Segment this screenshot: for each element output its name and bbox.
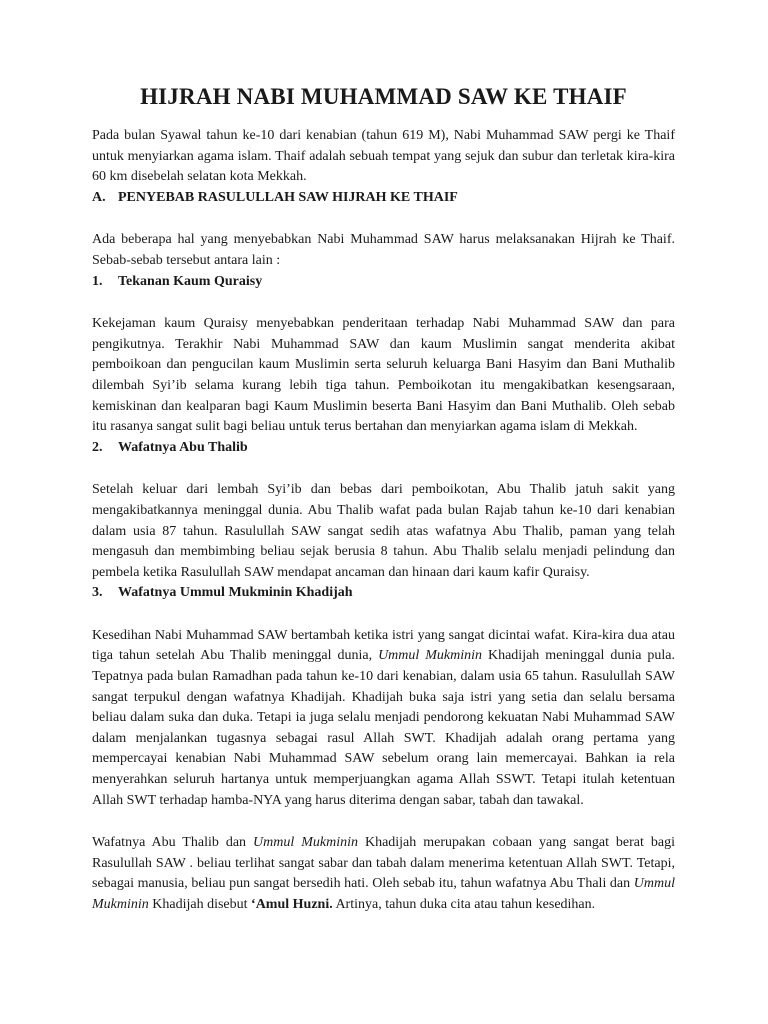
bold-term: ‘Amul Huzni.: [251, 897, 333, 912]
item-2-paragraph: Setelah keluar dari lembah Syi’ib dan bebas dari pemboikotan, Abu Thalib jatuh sakit yang mengakibatkannya meninggal dunia. Abu Thalib wafat pada bulan Rajab tahun ke-10 dari kenabian dalam usia 87 tahun. Rasulullah SAW sangat sedih atas wafatnya Abu Thalib, paman yang telah mengasuh dan membimbing beliau sejak berusia 8 tahun. Abu Thalib selalu menjadi pelindung dan pembela ketika Rasulullah SAW mendapat ancaman dan hinaan dari kaum kafir Quraisy.: [92, 482, 675, 580]
section-a-heading: [92, 188, 675, 209]
item-3-paragraph-1: [92, 626, 675, 811]
item-2-title: Wafatnya Abu Thalib: [118, 439, 248, 455]
italic-term: Ummul Mukminin: [378, 648, 483, 664]
item-3-title: Wafatnya Ummul Mukminin Khadijah: [118, 585, 353, 601]
item-3-heading: [92, 583, 675, 604]
section-a-number: A.: [92, 189, 106, 205]
document-page: [92, 82, 675, 916]
text-run: Khadijah merupakan cobaan yang sangat berat bagi Rasulullah SAW . beliau terlihat sangat sabar dan tabah dalam menerima ketentuan Allah SWT. Tetapi, sebagai manusia, beliau pun sangat bersedih hati. Oleh sebab itu, tahun wafatnya Abu Thali dan: [92, 835, 675, 892]
text-run: Wafatnya Abu Thalib dan: [92, 835, 254, 851]
item-1-heading: [92, 272, 675, 293]
item-2-heading: [92, 438, 675, 459]
text-run: Kesedihan Nabi Muhammad SAW bertambah ketika istri yang sangat dicintai wafat. Kira-kira dua atau tiga tahun setelah Abu Thalib meninggal dunia,: [92, 627, 675, 664]
item-3-paragraph-2: [92, 833, 675, 915]
text-run: Artinya, tahun duka cita atau tahun kesedihan.: [332, 897, 596, 912]
document-title: HIJRAH NABI MUHAMMAD SAW KE THAIF: [140, 84, 627, 109]
item-2-number: 2.: [92, 439, 103, 455]
italic-term: Ummul Mukminin: [253, 835, 358, 851]
section-a-title: PENYEBAB RASULULLAH SAW HIJRAH KE THAIF: [118, 189, 458, 205]
italic-term: Ummul Mukminin: [92, 876, 675, 912]
item-1-paragraph: Kekejaman kaum Quraisy menyebabkan penderitaan terhadap Nabi Muhammad SAW dan para pengikutnya. Terakhir Nabi Muhammad SAW dan kaum Muslimin sangat menderita akibat pemboikoan dan pengucilan kaum Muslimin serta seluruh keluarga Bani Hasyim dan Bani Muthalib dilembah Syi’ib selama kurang lebih tiga tahun. Pemboikotan itu mengakibatkan kesengsaraan, kemiskinan dan kealparan bagi Kaum Muslimin beserta Bani Hasyim dan Bani Muthalib. Oleh sebab itu rasanya sangat sulit bagi beliau untuk terus bertahan dan menyiarkan agama islam di Mekkah.: [92, 316, 675, 435]
section-a-paragraph: Ada beberapa hal yang menyebabkan Nabi Muhammad SAW harus melaksanakan Hijrah ke Thaif. Sebab-sebab tersebut antara lain :: [92, 232, 675, 268]
text-run: Khadijah meninggal dunia pula. Tepatnya pada bulan Ramadhan pada tahun ke-10 dari kenabian, dalam usia 65 tahun. Rasulullah SAW sangat terpukul dengan wafatnya Khadijah. Khadijah buka saja istri yang setia dan selalu bersama beliau dalam suka dan duka. Tetapi ia juga selalu menjadi pendorong kekuatan Nabi Muhammad SAW dalam menjalankan tugasnya sebagai rasul Allah SWT. Khadijah adalah orang pertama yang mempercayai kenabian Nabi Muhammad SAW sebelum orang lain memercayai. Bahkan ia rela menyerahkan seluruh hartanya untuk memperjuangkan agama Allah SSWT. Tetapi itulah ketentuan Allah SWT terhadap hamba-NYA yang harus diterima dengan sabar, tabah dan tawakal.: [92, 648, 675, 808]
text-run: Khadijah disebut: [148, 897, 252, 912]
item-1-number: 1.: [92, 273, 103, 289]
item-1-title: Tekanan Kaum Quraisy: [118, 273, 263, 289]
intro-paragraph: Pada bulan Syawal tahun ke-10 dari kenabian (tahun 619 M), Nabi Muhammad SAW pergi ke Thaif untuk menyiarkan agama islam. Thaif adalah sebuah tempat yang sejuk dan subur dan terletak kira-kira 60 km disebelah selatan kota Mekkah.: [92, 128, 675, 185]
item-3-number: 3.: [92, 585, 103, 601]
